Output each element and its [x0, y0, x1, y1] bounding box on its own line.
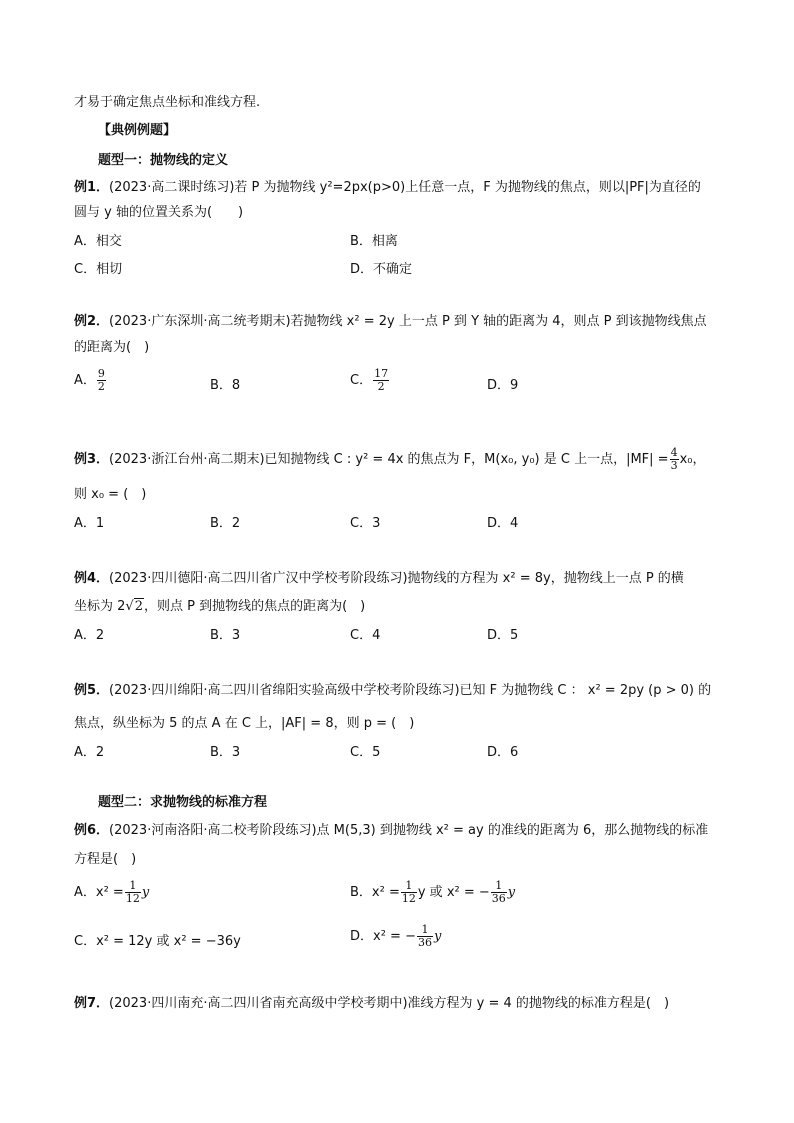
- example-1-option-a[interactable]: A．相交: [74, 234, 122, 249]
- example-1-option-c[interactable]: C．相切: [74, 262, 123, 277]
- example-1-line2: 圆与 y 轴的位置关系为( ): [74, 205, 244, 220]
- example-5-option-d[interactable]: D．6: [487, 745, 519, 760]
- example-2-line2: 的距离为( ): [74, 340, 150, 355]
- example-5-line2: 焦点，纵坐标为 5 的点 A 在 C 上，|AF| = 8，则 p = ( ): [74, 716, 415, 731]
- example-4-label: 例4．: [74, 571, 110, 586]
- example-1-line1: [74, 179, 701, 197]
- example-3-option-c[interactable]: C．3: [350, 516, 381, 531]
- example-6-line1: [74, 822, 708, 840]
- example-4-option-d[interactable]: D．5: [487, 628, 519, 643]
- intro-text: 才易于确定焦点坐标和准线方程.: [74, 95, 261, 110]
- fraction: $\frac{1}{12}$: [125, 879, 140, 905]
- example-2-option-d[interactable]: D．9: [487, 378, 519, 393]
- example-6-text: (2023·河南洛阳·高二校考阶段练习)点 M(5,3) 到抛物线 x² = ay 的准线的距离为 6，那么抛物线的标准: [109, 823, 709, 838]
- example-5-option-a[interactable]: A．2: [74, 745, 105, 760]
- example-3-option-d[interactable]: D．4: [487, 516, 519, 531]
- example-6-option-b[interactable]: B．x² = $\frac{1}{12}$ y 或 x² = − $\frac{1}{36}$ y: [350, 879, 516, 905]
- example-3-option-b[interactable]: B．2: [210, 516, 241, 531]
- example-3-line1: 例3．(2023·浙江台州·高二期末)已知抛物线 C : y² = 4x 的焦点为 F，M(x₀, y₀) 是 C 上一点，|MF| = $\frac{4}{3}$ x₀，: [74, 446, 706, 472]
- fraction: $\frac{1}{12}$: [401, 879, 416, 905]
- type1-title: 题型一：抛物线的定义: [98, 153, 229, 168]
- example-4-option-b[interactable]: B．3: [210, 628, 241, 643]
- example-4-line2: 坐标为 2√2，则点 P 到抛物线的焦点的距离为( ): [74, 599, 366, 614]
- example-4-line1: [74, 570, 684, 588]
- fraction: $\frac{4}{3}$: [670, 446, 678, 472]
- example-7-text: (2023·四川南充·高二四川省南充高级中学校考期中)准线方程为 y = 4 的抛物线的标准方程是( ): [109, 996, 670, 1011]
- example-6-option-c[interactable]: C．x² = 12y 或 x² = −36y: [74, 934, 241, 949]
- example-2-option-c[interactable]: C． $\frac{17}{2}$: [350, 367, 389, 393]
- fraction: $\frac{1}{36}$: [417, 923, 432, 949]
- example-5-text: (2023·四川绵阳·高二四川省绵阳实验高级中学校考阶段练习)已知 F 为抛物线 C ： x² = 2py (p > 0) 的: [109, 683, 712, 698]
- section-title: 【典例例题】: [98, 123, 177, 138]
- example-3-option-a[interactable]: A．1: [74, 516, 105, 531]
- example-1-label: 例1．: [74, 180, 110, 195]
- fraction: $\frac{9}{2}$: [97, 367, 105, 393]
- fraction: $\frac{1}{36}$: [491, 879, 506, 905]
- example-4-option-a[interactable]: A．2: [74, 628, 105, 643]
- example-3-label: 例3．: [74, 452, 110, 467]
- example-4-text: (2023·四川德阳·高二四川省广汉中学校考阶段练习)抛物线的方程为 x² = 8y，抛物线上一点 P 的横: [109, 571, 684, 586]
- example-5-option-b[interactable]: B．3: [210, 745, 241, 760]
- example-3-line2: 则 x₀ = ( ): [74, 487, 147, 502]
- example-6-option-a[interactable]: A．x² = $\frac{1}{12}$ y: [74, 879, 150, 905]
- example-1-option-d[interactable]: D．不确定: [350, 262, 413, 277]
- sqrt: √2: [125, 599, 143, 614]
- example-1-option-b[interactable]: B．相离: [350, 234, 398, 249]
- example-2-line1: [74, 313, 707, 331]
- type2-title: 题型二：求抛物线的标准方程: [98, 795, 268, 810]
- example-4-option-c[interactable]: C．4: [350, 628, 381, 643]
- example-6-line2: 方程是( ): [74, 852, 137, 867]
- example-1-text: (2023·高二课时练习)若 P 为抛物线 y²=2px(p>0)上任意一点，F 为抛物线的焦点，则以|PF|为直径的: [109, 180, 701, 195]
- example-7-label: 例7．: [74, 996, 110, 1011]
- example-5-label: 例5．: [74, 683, 110, 698]
- example-5-option-c[interactable]: C．5: [350, 745, 381, 760]
- fraction: $\frac{17}{2}$: [374, 367, 389, 393]
- example-2-text: (2023·广东深圳·高二统考期末)若抛物线 x² = 2y 上一点 P 到 Y 轴的距离为 4，则点 P 到该抛物线焦点: [109, 314, 707, 329]
- example-6-option-d[interactable]: D．x² = − $\frac{1}{36}$ y: [350, 923, 442, 949]
- example-2-option-a[interactable]: A． $\frac{9}{2}$: [74, 367, 105, 393]
- example-2-option-b[interactable]: B．8: [210, 378, 241, 393]
- example-5-line1: [74, 682, 711, 700]
- example-7-line1: [74, 995, 669, 1013]
- example-2-label: 例2．: [74, 314, 110, 329]
- example-3-text: (2023·浙江台州·高二期末)已知抛物线 C : y² = 4x 的焦点为 F，M(x₀, y₀) 是 C 上一点，|MF| =: [109, 452, 669, 467]
- example-6-label: 例6．: [74, 823, 110, 838]
